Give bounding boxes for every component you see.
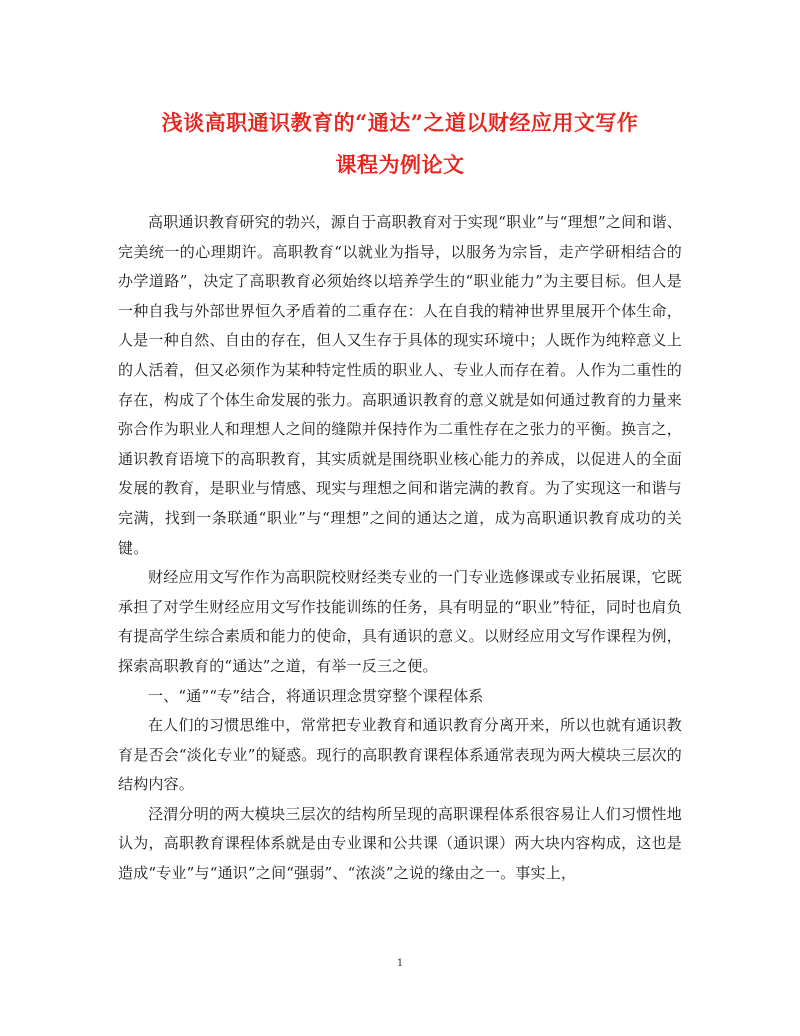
paragraph: 泾渭分明的两大模块三层次的结构所呈现的高职课程体系很容易让人们习惯性地认为，高职教育课程体系就是由专业课和公共课（通识课）两大块内容构成，这也是造成“专业”与“通识”之间“强弱”、“浓淡”之说的缘由之一。事实上， (118, 804, 682, 883)
page-number: 1 (396, 958, 404, 969)
paragraph: 在人们的习惯思维中，常常把专业教育和通识教育分离开来，所以也就有通识教育是否会“淡化专业”的疑惑。现行的高职教育课程体系通常表现为两大模块三层次的结构内容。 (118, 716, 682, 794)
document-title (100, 102, 700, 186)
paragraph: 高职通识教育研究的勃兴，源自于高职教育对于实现“职业”与“理想”之间和谐、完美统一的心理期许。高职教育“以就业为指导，以服务为宗旨，走产学研相结合的办学道路”，决定了高职教育必须始终以培养学生的“职业能力”为主要目标。但人是一种自我与外部世界恒久矛盾着的二重存在：人在自我的精神世界里展开个体生命，人是一种自然、自由的存在，但人又生存于具体的现实环境中；人既作为纯粹意义上的人活着，但又必须作为某种特定性质的职业人、专业人而存在着。人作为二重性的存在，构成了个体生命发展的张力。高职通识教育的意义就是如何通过教育的力量来弥合作为职业人和理想人之间的缝隙并保持作为二重性存在之张力的平衡。换言之，通识教育语境下的高职教育，其实质就是围绕职业核心能力的养成，以促进人的全面发展的教育，是职业与情感、现实与理想之间和谐完满的教育。为了实现这一和谐与完满，找到一条联通“职业”与“理想”之间的通达之道，成为高职通识教育成功的关键。 (118, 213, 682, 557)
document-body (118, 208, 682, 889)
title-line-1: 浅谈高职通识教育的“通达”之道以财经应用文写作 (161, 110, 639, 135)
paragraph: 财经应用文写作作为高职院校财经类专业的一门专业选修课或专业拓展课，它既承担了对学生财经应用文写作技能训练的任务，具有明显的“职业”特征，同时也肩负有提高学生综合素质和能力的使命，具有通识的意义。以财经应用文写作课程为例，探索高职教育的“通达”之道，有举一反三之便。 (118, 568, 682, 675)
section-heading: 一、“通”“专”结合，将通识理念贯穿整个课程体系 (148, 686, 484, 705)
title-line-2: 课程为例论文 (335, 152, 465, 177)
